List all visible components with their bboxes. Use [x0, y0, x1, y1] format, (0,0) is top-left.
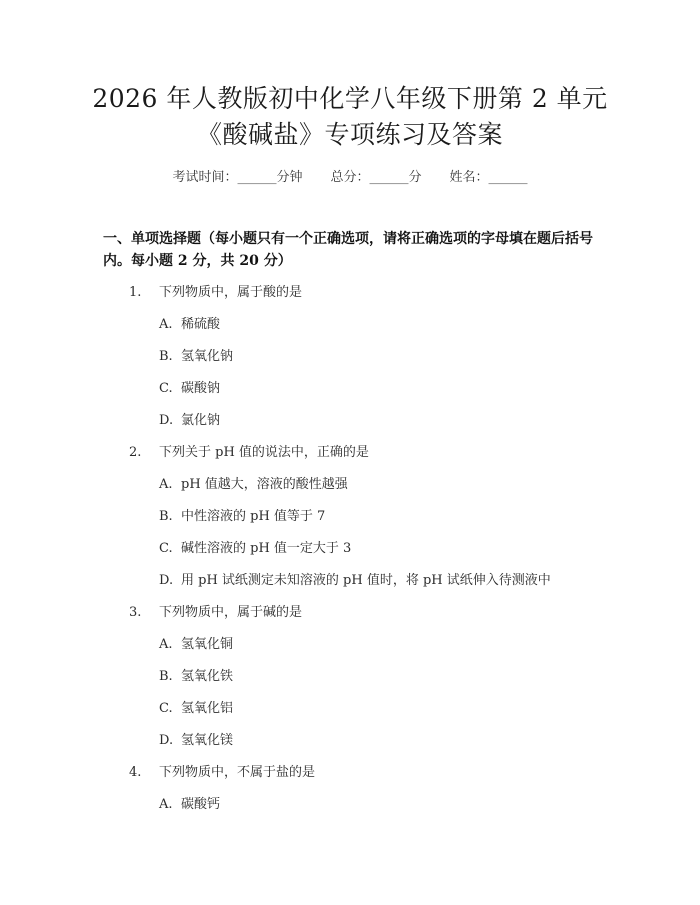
section-heading-line-2: 内。每小题 2 分，共 20 分）: [103, 253, 292, 269]
question-number: 2.: [129, 445, 142, 460]
option-text: 用 pH 试纸测定未知溶液的 pH 值时，将 pH 试纸伸入待测液中: [181, 573, 551, 588]
document-title-line-2: 《酸碱盐》专项练习及答案: [196, 120, 503, 149]
question-2-option-c: [159, 539, 351, 559]
option-text: 氢氧化铝: [181, 701, 234, 716]
question-2-option-a: [159, 475, 348, 495]
section-heading-line-1: 一、单项选择题（每小题只有一个正确选项，请将正确选项的字母填在题后括号: [103, 231, 593, 247]
option-text: 碳酸钙: [181, 797, 221, 812]
question-1-option-a: [159, 315, 220, 335]
question-3-option-c: [159, 699, 233, 719]
question-1: [129, 283, 302, 303]
document-title-line-1: 2026 年人教版初中化学八年级下册第 2 单元: [92, 84, 608, 113]
question-3-option-d: [159, 731, 233, 751]
option-letter: A.: [159, 797, 173, 812]
option-text: 氢氧化镁: [181, 733, 234, 748]
option-text: 氯化钠: [181, 413, 221, 428]
option-letter: C.: [159, 541, 173, 556]
option-letter: D.: [159, 413, 174, 428]
option-text: 碳酸钠: [181, 381, 221, 396]
question-3-option-a: [159, 635, 233, 655]
question-4: [129, 763, 315, 783]
exam-time-field: 考试时间：______分钟: [172, 170, 303, 185]
question-text: 下列物质中，不属于盐的是: [159, 765, 316, 780]
option-letter: D.: [159, 733, 174, 748]
option-letter: C.: [159, 701, 173, 716]
question-1-option-b: [159, 347, 233, 367]
question-3: [129, 603, 302, 623]
option-letter: B.: [159, 509, 173, 524]
option-letter: A.: [159, 637, 173, 652]
question-number: 4.: [129, 765, 142, 780]
student-name-field: 姓名：______: [449, 170, 528, 185]
question-2-option-d: [159, 571, 551, 591]
option-text: 稀硫酸: [181, 317, 221, 332]
question-2-option-b: [159, 507, 325, 527]
option-text: pH 值越大，溶液的酸性越强: [181, 477, 348, 492]
option-letter: B.: [159, 669, 173, 684]
question-4-option-a: [159, 795, 220, 815]
question-number: 3.: [129, 605, 142, 620]
option-text: 氢氧化铜: [181, 637, 234, 652]
option-text: 氢氧化铁: [181, 669, 234, 684]
question-3-option-b: [159, 667, 233, 687]
option-text: 碱性溶液的 pH 值一定大于 3: [181, 541, 352, 556]
total-score-field: 总分：______分: [330, 170, 422, 185]
option-letter: B.: [159, 349, 173, 364]
option-text: 中性溶液的 pH 值等于 7: [181, 509, 326, 524]
option-letter: A.: [159, 477, 173, 492]
section-heading: [103, 228, 623, 272]
question-2: [129, 443, 369, 463]
option-letter: A.: [159, 317, 173, 332]
question-number: 1.: [129, 285, 142, 300]
option-letter: C.: [159, 381, 173, 396]
question-text: 下列关于 pH 值的说法中，正确的是: [159, 445, 369, 460]
option-letter: D.: [159, 573, 174, 588]
question-1-option-d: [159, 411, 220, 431]
question-text: 下列物质中，属于酸的是: [159, 285, 303, 300]
question-1-option-c: [159, 379, 220, 399]
question-text: 下列物质中，属于碱的是: [159, 605, 303, 620]
exam-meta: [0, 168, 700, 188]
option-text: 氢氧化钠: [181, 349, 234, 364]
